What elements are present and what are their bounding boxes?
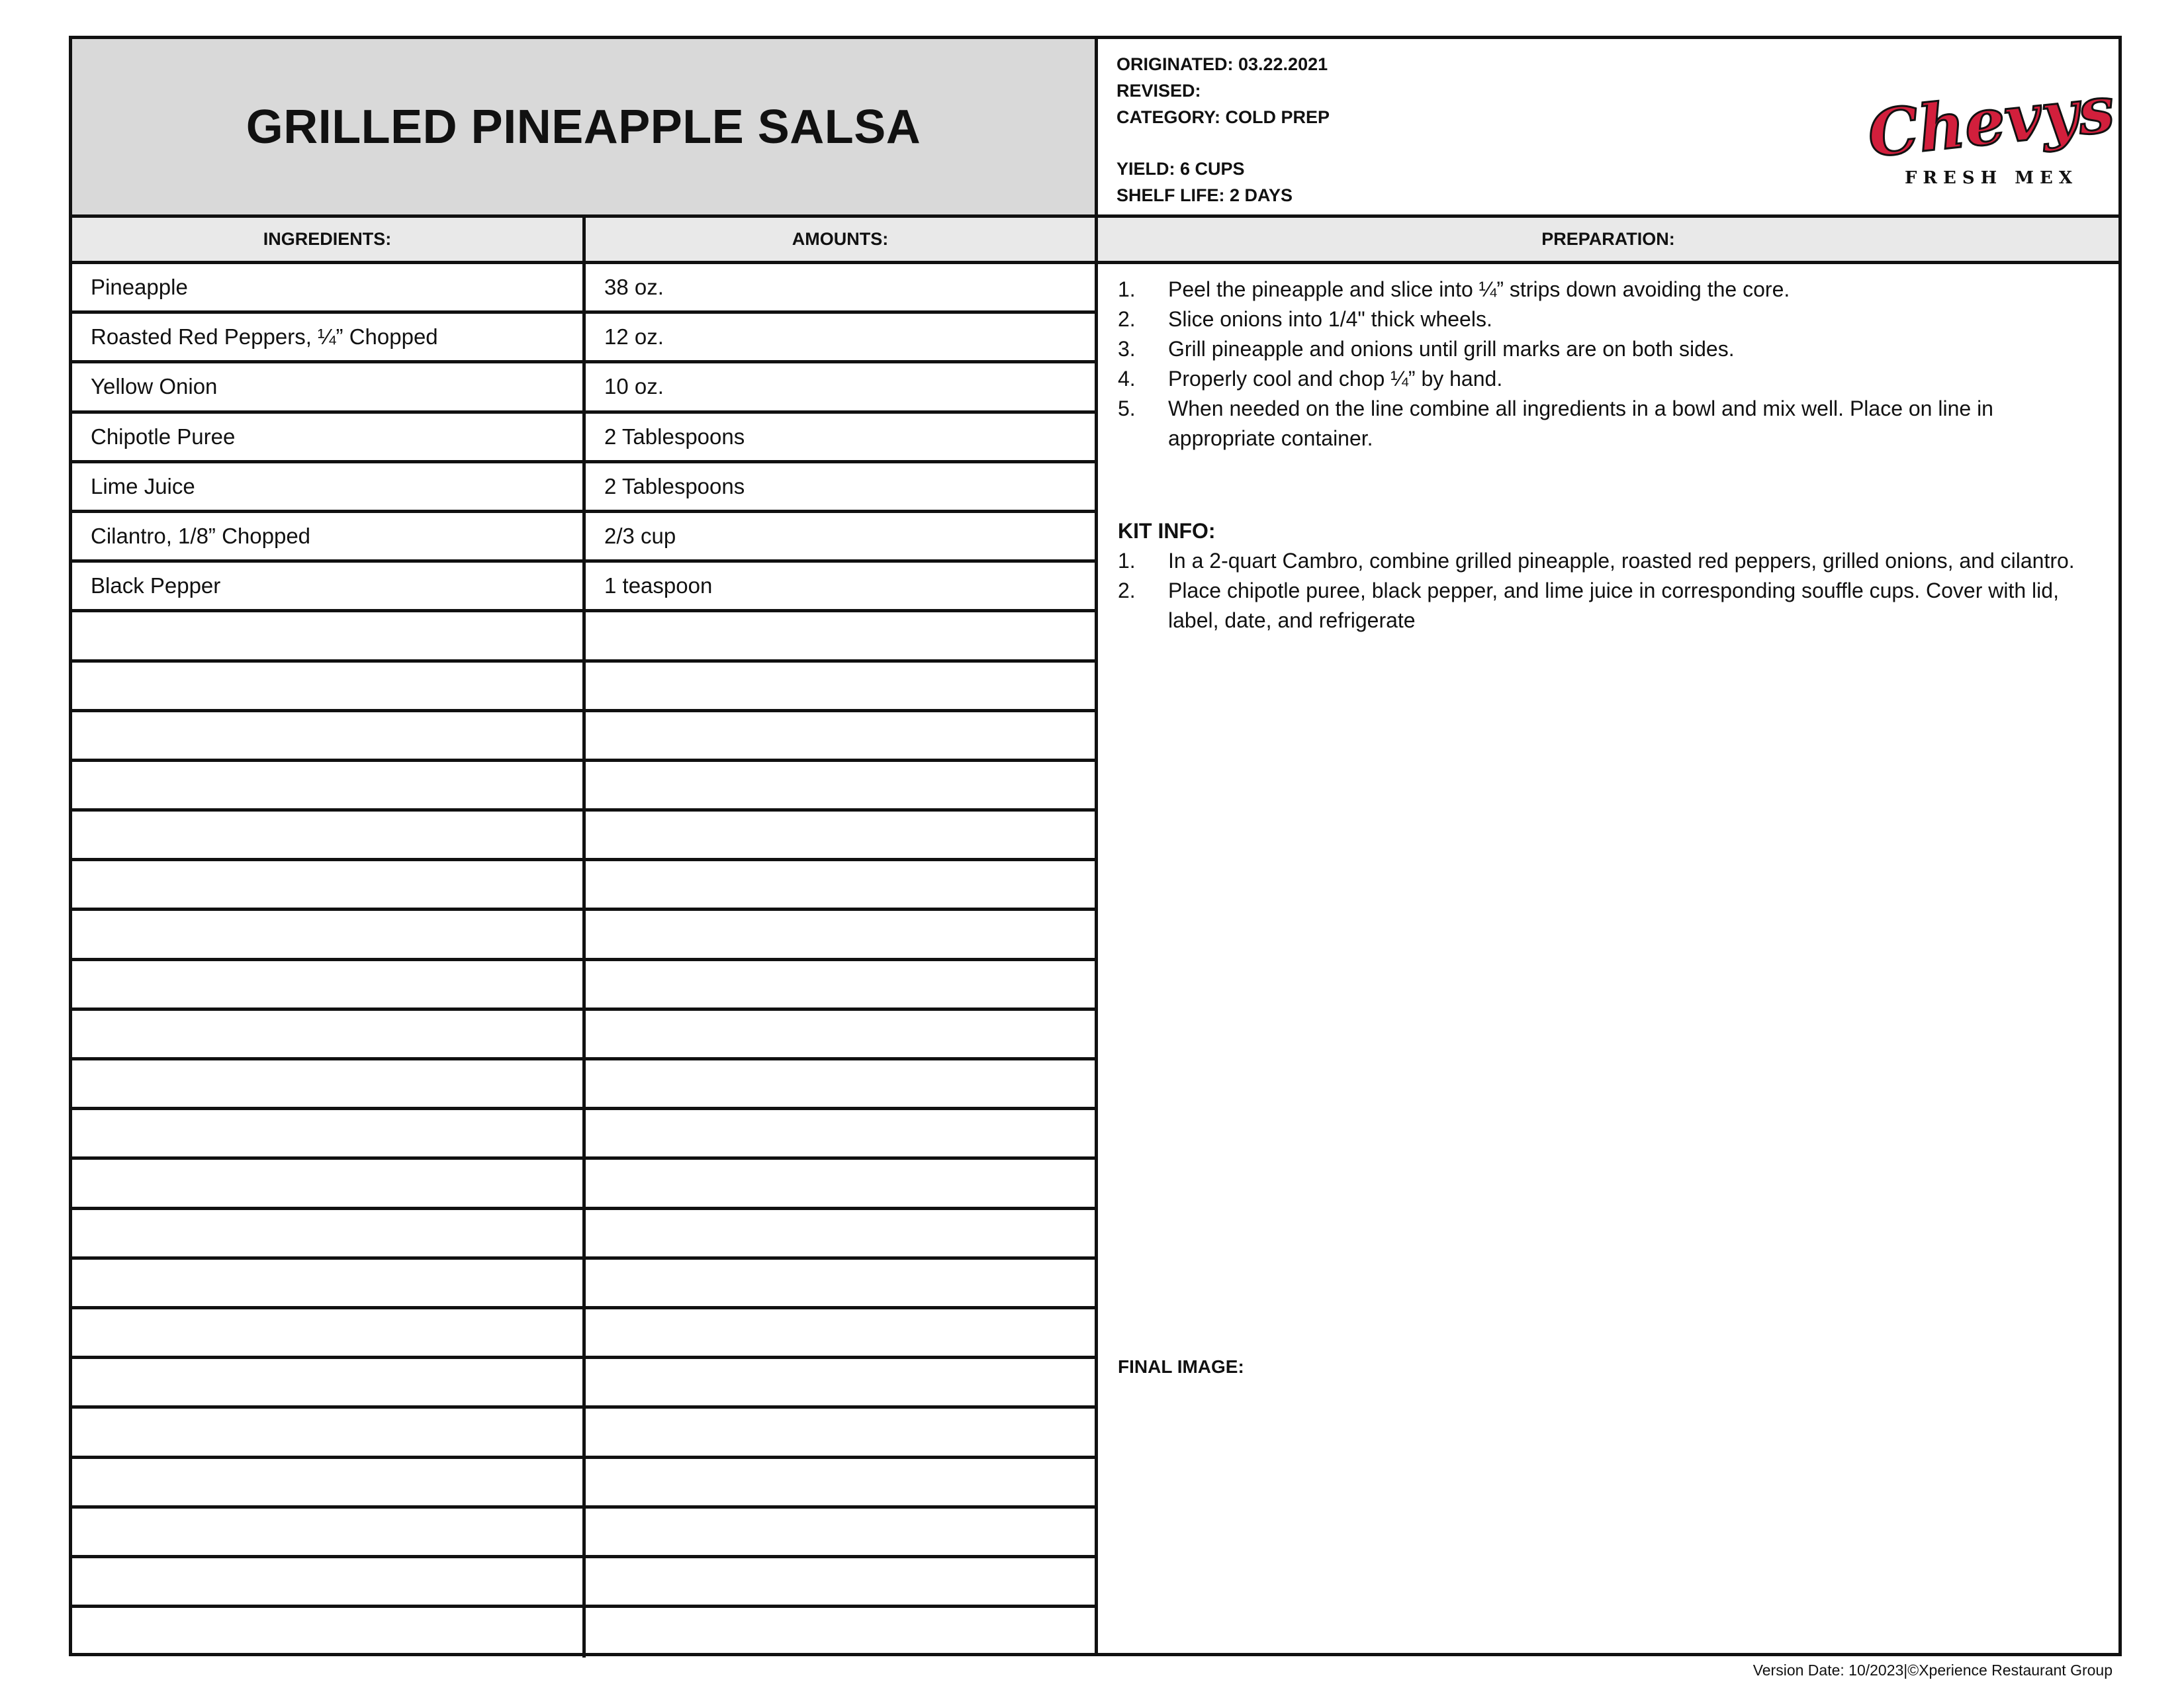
ingredient-name: Black Pepper (72, 563, 586, 609)
ingredient-amount (586, 1459, 1095, 1505)
table-row (72, 712, 1095, 762)
table-row (72, 1309, 1095, 1359)
step-number: 3. (1118, 337, 1136, 361)
table-row (72, 1509, 1095, 1558)
table-row (72, 812, 1095, 861)
ingredient-amount (586, 1011, 1095, 1057)
table-row (72, 861, 1095, 911)
ingredient-name (72, 762, 586, 808)
step-number: 1. (1118, 277, 1136, 301)
ingredient-name (72, 1309, 586, 1356)
step-text: Grill pineapple and onions until grill marks are on both sides. (1168, 337, 1735, 361)
amounts-header: AMOUNTS: (586, 218, 1098, 264)
ingredient-amount (586, 1558, 1095, 1605)
ingredient-amount (586, 1260, 1095, 1306)
ingredient-amount: 12 oz. (604, 324, 664, 350)
meta-lines (1116, 51, 1330, 209)
ingredient-amount (586, 911, 1095, 957)
ingredient-amount (586, 1509, 1095, 1555)
step-number: 2. (1118, 579, 1136, 602)
kit-info-title: KIT INFO: (1118, 519, 1216, 543)
ingredient-name (72, 1509, 586, 1555)
ingredient-amount (586, 663, 1095, 709)
ingredient-amount (586, 612, 1095, 659)
list-item (1118, 334, 2097, 364)
step-text: In a 2-quart Cambro, combine grilled pineapple, roasted red peppers, grilled onions, and cilantro. (1168, 549, 2075, 573)
list-item (1118, 576, 2097, 635)
ingredient-amount (586, 1110, 1095, 1156)
ingredient-name (72, 1459, 586, 1505)
version-footer: Version Date: 10/2023|©Xperience Restaurant Group (1752, 1662, 2113, 1679)
table-row (72, 563, 1095, 612)
ingredient-name (72, 961, 586, 1008)
category: CATEGORY: COLD PREP (1116, 107, 1330, 127)
table-row (72, 414, 1095, 463)
table-row (72, 663, 1095, 712)
ingredient-amount (586, 1060, 1095, 1107)
title-cell (72, 39, 1098, 218)
ingredient-name: Lime Juice (72, 463, 586, 510)
list-item (1118, 394, 2097, 453)
table-row (72, 1110, 1095, 1160)
ingredient-name (72, 1210, 586, 1256)
ingredient-name (72, 812, 586, 858)
logo-tagline: FRESH MEX (1904, 168, 2079, 188)
table-row (72, 1210, 1095, 1260)
step-number: 5. (1118, 397, 1136, 420)
table-row (72, 961, 1095, 1011)
ingredient-amount (586, 1608, 1095, 1658)
ingredient-name (72, 663, 586, 709)
step-text: Properly cool and chop ¼” by hand. (1168, 367, 1503, 391)
list-item (1118, 305, 2097, 334)
ingredient-name (72, 1011, 586, 1057)
ingredient-amount (586, 812, 1095, 858)
table-row (72, 1160, 1095, 1209)
final-image-label: FINAL IMAGE: (1118, 1356, 1244, 1377)
kit-info-steps (1118, 546, 2097, 635)
table-row (72, 463, 1095, 513)
ingredient-amount (586, 1309, 1095, 1356)
table-row (72, 1060, 1095, 1110)
ingredient-name (72, 1409, 586, 1455)
chevys-logo (1864, 66, 2118, 191)
ingredient-amount: 38 oz. (604, 275, 664, 300)
ingredient-name: Cilantro, 1/8” Chopped (72, 513, 586, 559)
preparation-header: PREPARATION: (1098, 218, 2118, 264)
ingredient-name (72, 1558, 586, 1605)
ingredient-name: Chipotle Puree (72, 414, 586, 460)
recipe-title: GRILLED PINEAPPLE SALSA (246, 100, 921, 154)
step-number: 4. (1118, 367, 1136, 391)
recipe-card (69, 36, 2122, 1656)
ingredient-name: Roasted Red Peppers, ¼” Chopped (72, 314, 586, 360)
table-row (72, 1011, 1095, 1060)
ingredients-header: INGREDIENTS: (72, 218, 586, 264)
ingredient-name (72, 1160, 586, 1206)
step-number: 2. (1118, 307, 1136, 331)
table-row (72, 1558, 1095, 1608)
ingredient-name: Pineapple (72, 264, 586, 310)
ingredient-name (72, 1260, 586, 1306)
logo-wordmark: Chevys (1864, 71, 2118, 172)
ingredient-amount (586, 861, 1095, 908)
ingredient-amount (586, 762, 1095, 808)
step-text: Peel the pineapple and slice into ¼” strips down avoiding the core. (1168, 277, 1790, 301)
originated-date: ORIGINATED: 03.22.2021 (1116, 54, 1328, 74)
ingredient-amount: 2 Tablespoons (604, 424, 745, 449)
table-row (72, 1359, 1095, 1409)
ingredient-amount: 1 teaspoon (604, 573, 713, 598)
table-row (72, 911, 1095, 961)
ingredient-amount (586, 1409, 1095, 1455)
ingredients-table (72, 264, 1098, 1653)
ingredient-name (72, 1060, 586, 1107)
meta-cell (1098, 39, 2118, 218)
ingredient-name (72, 861, 586, 908)
ingredient-amount (586, 1160, 1095, 1206)
revised-date: REVISED: (1116, 81, 1201, 101)
ingredient-name (72, 911, 586, 957)
ingredient-name (72, 612, 586, 659)
ingredient-name (72, 1110, 586, 1156)
list-item (1118, 364, 2097, 394)
table-row (72, 314, 1095, 363)
ingredient-amount: 10 oz. (604, 374, 664, 399)
yield: YIELD: 6 CUPS (1116, 159, 1245, 179)
table-row (72, 1409, 1095, 1458)
step-number: 1. (1118, 549, 1136, 573)
ingredient-amount: 2 Tablespoons (604, 473, 745, 498)
step-text: Slice onions into 1/4" thick wheels. (1168, 307, 1492, 331)
table-row (72, 762, 1095, 812)
list-item (1118, 546, 2097, 576)
ingredient-name: Yellow Onion (72, 363, 586, 410)
preparation-section (1118, 275, 2097, 635)
table-row (72, 264, 1095, 314)
ingredient-amount (586, 712, 1095, 759)
step-text: When needed on the line combine all ingredients in a bowl and mix well. Place on line in appropriate container. (1168, 397, 1993, 450)
table-row (72, 513, 1095, 563)
ingredient-name (72, 712, 586, 759)
ingredient-name (72, 1608, 586, 1658)
table-row (72, 1459, 1095, 1509)
list-item (1118, 275, 2097, 305)
table-row (72, 1260, 1095, 1309)
ingredient-amount: 2/3 cup (604, 524, 676, 549)
step-text: Place chipotle puree, black pepper, and lime juice in corresponding souffle cups. Cover with lid, label, date, and refrigerate (1168, 579, 2059, 632)
shelf-life: SHELF LIFE: 2 DAYS (1116, 185, 1293, 205)
ingredient-amount (586, 961, 1095, 1008)
table-row (72, 612, 1095, 662)
table-row (72, 363, 1095, 413)
ingredient-amount (586, 1359, 1095, 1405)
ingredient-amount (586, 1210, 1095, 1256)
preparation-steps (1118, 275, 2097, 453)
ingredient-name (72, 1359, 586, 1405)
table-row (72, 1608, 1095, 1658)
